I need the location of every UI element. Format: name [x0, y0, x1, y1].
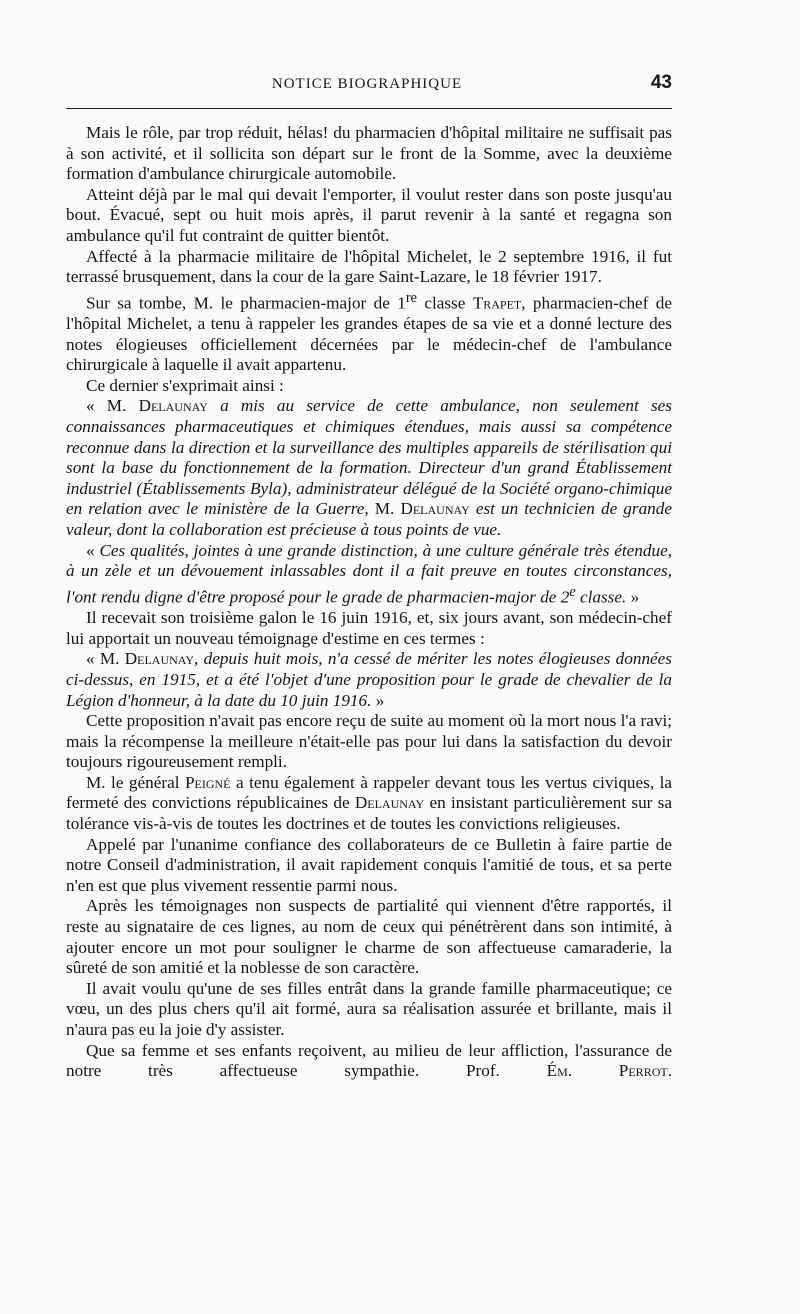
quote-open: « M.	[86, 396, 139, 416]
text-run: a mis au service de cette ambulance, non seulement ses connaissances pharmaceutiques et chimiques étendues, mais aussi sa compétence reconnue dans la direction et la surveillance des multiples appareils de stérilisation qui sont la base du fonctionnement de la formation. Directeur d'un grand Établissement industriel (Établissements Byla), administrateur délégué de la Société organo-chimique en relation avec le ministère de la Guerre,	[66, 396, 672, 519]
ordinal-superscript: e	[569, 583, 576, 600]
signature-initial: Ém.	[546, 1061, 573, 1081]
text-run: est un technicien de grande valeur, dont la collaboration est précieuse à tous points de vue.	[66, 499, 672, 540]
page-number: 43	[650, 72, 672, 93]
quotation-1	[66, 396, 672, 540]
person-name: Peigné	[184, 772, 231, 792]
text-run: M.	[374, 499, 401, 519]
paragraph-6: Il recevait son troisième galon le 16 juin 1916, et, six jours avant, son médecin-chef lui apportait un nouveau témoignage d'estime en ces termes :	[66, 608, 672, 648]
quote-close: »	[626, 587, 640, 607]
paragraph-11: Il avait voulu qu'une de ses filles entrât dans la grande famille pharmaceutique; ce vœu, un des plus chers qu'il ait formé, aura sa réalisation assurée et brillante, mais il n'aura pas eu la joie d'y assister.	[66, 978, 672, 1039]
signature	[466, 1061, 672, 1080]
paragraph-4	[66, 288, 672, 376]
paragraph-3: Affecté à la pharmacie militaire de l'hôpital Michelet, le 2 septembre 1916, il fut terrassé brusquement, dans la cour de la gare Saint-Lazare, le 18 février 1917.	[66, 246, 672, 287]
person-name: Trapet	[472, 293, 522, 313]
text-run: Que sa femme et ses enfants reçoivent, au milieu de leur affliction, l'assurance de notre très affectueuse sympathie.	[66, 1040, 672, 1081]
paragraph-9: Appelé par l'unanime confiance des collaborateurs de ce Bulletin à faire partie de notre Conseil d'administration, il avait rapidement conquis l'amitié de tous, et sa perte n'en est que plus vivement ressentie parmi nous.	[66, 834, 672, 895]
person-name: Delaunay	[124, 649, 195, 669]
quotation-2	[66, 541, 672, 609]
quotation-3	[66, 649, 672, 711]
paragraph-7: Cette proposition n'avait pas encore reçu de suite au moment où la mort nous l'a ravi; mais la récompense la meilleure n'était-elle pas pour lui dans la satisfaction du devoir toujours rigoureusement rempli.	[66, 711, 672, 772]
quote-close: »	[371, 690, 385, 710]
text-run: classe.	[575, 587, 627, 607]
person-name: Delaunay	[354, 793, 425, 813]
text-run: , depuis huit mois, n'a cessé de mériter les notes élogieuses données ci-dessus, en 1915, et a été l'objet d'une proposition pour le grade de chevalier de la Légion d'honneur, à la date du 10 juin 1916.	[66, 649, 672, 710]
header-rule	[66, 108, 672, 109]
text-run: Ces qualités, jointes à une grande distinction, à une culture générale très étendue, à un zèle et un dévouement inlassables dont il a fait preuve en toutes circonstances, l'ont rendu digne d'être proposé pour le grade de pharmacien-major de 2	[66, 540, 673, 607]
person-name: Delaunay	[138, 396, 208, 416]
paragraph-10: Après les témoignages non suspects de partialité qui viennent d'être rapportés, il reste au signataire de ces lignes, au nom de ceux qui pénétrèrent dans son intimité, à ajouter encore un mot pour souligner le charme de son affectueuse camaraderie, la sûreté de son amitié et la noblesse de son caractère.	[66, 896, 672, 978]
quote-open: «	[86, 540, 100, 560]
running-title: NOTICE BIOGRAPHIQUE	[271, 76, 463, 92]
paragraph-1: Mais le rôle, par trop réduit, hélas! du pharmacien d'hôpital militaire ne suffisait pas à son activité, et il sollicita son départ sur le front de la Somme, avec la deuxième formation d'ambulance chirurgicale automobile.	[66, 123, 672, 184]
signature-name: Perrot.	[618, 1061, 672, 1081]
quote-open: « M.	[86, 649, 125, 669]
text-run: Sur sa tombe, M. le pharmacien-major de 1	[86, 293, 406, 313]
signature-prefix: Prof.	[465, 1061, 547, 1081]
text-run: classe	[416, 293, 473, 313]
person-name: Delaunay	[400, 499, 470, 519]
ordinal-superscript: re	[405, 289, 417, 306]
text-run: en insistant particulièrement sur sa tolérance vis-à-vis de toutes les doctrines et de toutes les convictions religieuses.	[66, 793, 672, 834]
paragraph-8	[66, 773, 672, 835]
text-run: , pharmacien-chef de l'hôpital Michelet, a tenu à rappeler les grandes étapes de sa vie et a donné lecture des notes élogieuses officiellement décernées par le médecin-chef de l'ambulance chirurgicale à laquelle il avait appartenu.	[66, 293, 672, 375]
paragraph-5: Ce dernier s'exprimait ainsi :	[86, 375, 284, 395]
text-run: M. le général	[86, 772, 185, 792]
article-body	[66, 123, 672, 1082]
paragraph-2: Atteint déjà par le mal qui devait l'emporter, il voulut rester dans son poste jusqu'au bout. Évacué, sept ou huit mois après, il parut revenir à la santé et regagna son ambulance qu'il fut contraint de quitter bientôt.	[66, 184, 672, 245]
page-header	[62, 72, 672, 102]
text-run: a tenu également à rappeler devant tous les vertus civiques, la fermeté des convictions républicaines de	[66, 772, 672, 813]
closing-paragraph	[66, 1041, 672, 1082]
